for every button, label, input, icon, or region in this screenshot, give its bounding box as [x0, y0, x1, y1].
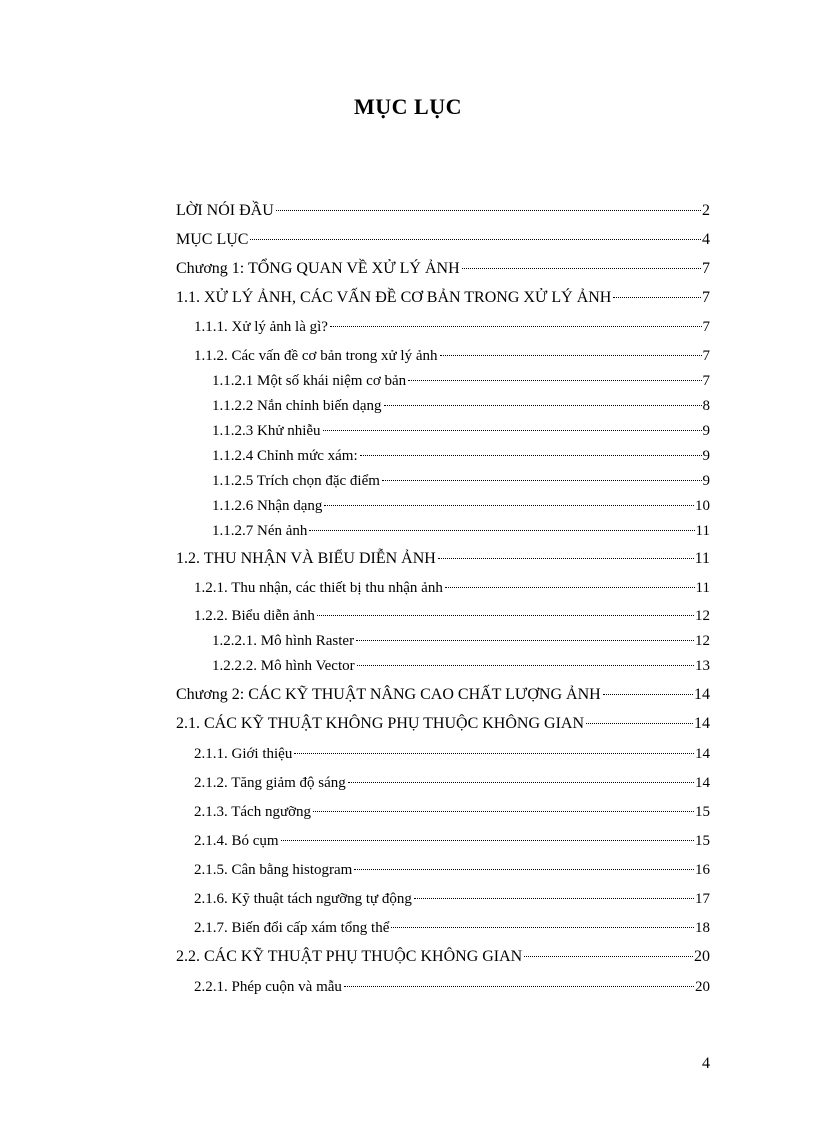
toc-entry[interactable]: [212, 631, 710, 651]
toc-entry[interactable]: [194, 346, 710, 366]
toc-entry[interactable]: [194, 578, 710, 598]
dot-leader: [603, 694, 693, 695]
toc-entry-label: 2.1.6. Kỹ thuật tách ngưỡng tự động: [194, 891, 412, 907]
toc-entry-page: 11: [694, 550, 710, 567]
toc-entry[interactable]: [176, 201, 710, 221]
toc-entry-page: 18: [695, 920, 710, 936]
toc-entry-label: 1.1.2.5 Trích chọn đặc điểm: [212, 473, 380, 489]
toc-entry-page: 12: [695, 608, 710, 624]
toc-entry-label: 1.2.2.1. Mô hình Raster: [212, 633, 355, 649]
toc-entry-label: 2.1.1. Giới thiệu: [194, 746, 293, 762]
toc-entry-label: Chương 1: TỔNG QUAN VỀ XỬ LÝ ẢNH: [176, 260, 460, 277]
toc-entry-page: 7: [702, 348, 710, 364]
toc-entry-page: 7: [702, 260, 710, 277]
dot-leader: [414, 898, 694, 899]
toc-entry[interactable]: [176, 288, 710, 308]
toc-entry-page: 2: [702, 202, 710, 219]
toc-entry-page: 7: [702, 319, 710, 335]
dot-leader: [344, 986, 694, 987]
toc-entry[interactable]: [212, 471, 710, 491]
toc-entry-label: 2.1.3. Tách ngưỡng: [194, 804, 312, 820]
toc-entry[interactable]: [194, 831, 710, 851]
toc-entry-label: 1.1.2.7 Nén ảnh: [212, 523, 308, 539]
dot-leader: [317, 615, 694, 616]
toc-entry-label: 2.2.1. Phép cuộn và mẫu: [194, 979, 342, 995]
toc-entry-label: 1.1.2.4 Chỉnh mức xám:: [212, 448, 358, 464]
dot-leader: [356, 640, 694, 641]
dot-leader: [408, 380, 701, 381]
dot-leader: [445, 587, 695, 588]
toc-entry[interactable]: [212, 371, 710, 391]
dot-leader: [382, 480, 702, 481]
toc-entry-label: 2.1.5. Cân bằng histogram: [194, 862, 353, 878]
toc-entry[interactable]: [194, 317, 710, 337]
toc-entry-label: 2.1.4. Bó cụm: [194, 833, 279, 849]
toc-entry-page: 11: [695, 523, 710, 539]
toc-entry-label: 1.1.2.6 Nhận dạng: [212, 498, 323, 514]
toc-entry[interactable]: [212, 446, 710, 466]
toc-entry-label: 1.1.2.2 Nắn chỉnh biến dạng: [212, 398, 382, 414]
dot-leader: [276, 210, 701, 211]
toc-entry-label: 1.1.1. Xử lý ảnh là gì?: [194, 319, 328, 335]
toc-entry-page: 16: [695, 862, 710, 878]
dot-leader: [440, 355, 702, 356]
dot-leader: [294, 753, 694, 754]
toc-entry[interactable]: [194, 606, 710, 626]
toc-entry-page: 9: [702, 448, 710, 464]
toc-entry-page: 12: [695, 633, 710, 649]
dot-leader: [613, 297, 701, 298]
toc-entry-label: 1.2. THU NHẬN VÀ BIỂU DIỄN ẢNH: [176, 550, 436, 567]
toc-entry-page: 20: [695, 979, 710, 995]
toc-entry-label: 2.1. CÁC KỸ THUẬT KHÔNG PHỤ THUỘC KHÔNG GIAN: [176, 715, 585, 732]
toc-entry[interactable]: [176, 549, 710, 569]
toc-entry-page: 11: [695, 580, 710, 596]
toc-entry[interactable]: [194, 977, 710, 997]
toc-entry-label: 1.2.2.2. Mô hình Vector: [212, 658, 355, 674]
toc-entry-page: 15: [695, 833, 710, 849]
toc-entry-label: Chương 2: CÁC KỸ THUẬT NÂNG CAO CHẤT LƯỢNG ẢNH: [176, 686, 601, 703]
toc-entry-page: 4: [702, 231, 710, 248]
dot-leader: [462, 268, 701, 269]
toc-entry[interactable]: [194, 802, 710, 822]
toc-entry-page: 15: [695, 804, 710, 820]
toc-entry-page: 10: [695, 498, 710, 514]
dot-leader: [384, 405, 702, 406]
toc-entry-label: 1.2.2. Biểu diễn ảnh: [194, 608, 315, 624]
dot-leader: [438, 558, 694, 559]
dot-leader: [323, 430, 702, 431]
toc-entry-page: 14: [695, 775, 710, 791]
toc-entry-page: 17: [695, 891, 710, 907]
dot-leader: [391, 927, 694, 928]
toc-entry-page: 9: [702, 473, 710, 489]
toc-entry[interactable]: [176, 259, 710, 279]
toc-entry-label: MỤC LỤC: [176, 231, 249, 248]
toc-entry[interactable]: [176, 947, 710, 967]
toc-entry-label: 1.1. XỬ LÝ ẢNH, CÁC VẤN ĐỀ CƠ BẢN TRONG XỬ LÝ ẢNH: [176, 289, 612, 306]
dot-leader: [330, 326, 702, 327]
toc-entry[interactable]: [194, 744, 710, 764]
toc-entry-label: 2.1.7. Biến đổi cấp xám tổng thể: [194, 920, 390, 936]
page-number: 4: [702, 1055, 710, 1072]
dot-leader: [309, 530, 694, 531]
toc-entry-label: 1.1.2.1 Một số khái niệm cơ bản: [212, 373, 407, 389]
dot-leader: [586, 723, 693, 724]
toc-entry-label: 1.1.2.3 Khử nhiễu: [212, 423, 321, 439]
toc-entry-label: 1.1.2. Các vấn đề cơ bản trong xử lý ảnh: [194, 348, 438, 364]
toc-entry-page: 14: [694, 715, 710, 732]
toc-entry[interactable]: [212, 496, 710, 516]
toc-entry-label: 1.2.1. Thu nhận, các thiết bị thu nhận ảnh: [194, 580, 443, 596]
toc-entry[interactable]: [194, 860, 710, 880]
toc-entry-page: 7: [702, 373, 710, 389]
dot-leader: [250, 239, 701, 240]
toc-entry-page: 13: [695, 658, 710, 674]
toc-entry-page: 9: [702, 423, 710, 439]
dot-leader: [324, 505, 694, 506]
toc-entry-page: 14: [694, 686, 710, 703]
dot-leader: [348, 782, 694, 783]
toc-entry-label: LỜI NÓI ĐẦU: [176, 202, 274, 219]
dot-leader: [357, 665, 694, 666]
toc-entry-page: 20: [694, 948, 710, 965]
toc-entry[interactable]: [194, 773, 710, 793]
dot-leader: [313, 811, 694, 812]
dot-leader: [281, 840, 694, 841]
toc-entry-page: 14: [695, 746, 710, 762]
toc-entry[interactable]: [176, 685, 710, 705]
dot-leader: [360, 455, 702, 456]
dot-leader: [524, 956, 693, 957]
toc-entry-page: 8: [702, 398, 710, 414]
toc-entry[interactable]: [212, 521, 710, 541]
toc-entry[interactable]: [212, 396, 710, 416]
toc-entry[interactable]: [194, 889, 710, 909]
toc-entry[interactable]: [194, 918, 710, 938]
toc-entry-label: 2.2. CÁC KỸ THUẬT PHỤ THUỘC KHÔNG GIAN: [176, 948, 523, 965]
dot-leader: [354, 869, 694, 870]
toc-entry[interactable]: [176, 714, 710, 734]
toc-entry[interactable]: [176, 230, 710, 250]
toc-entry[interactable]: [212, 656, 710, 676]
toc-entry-page: 7: [702, 289, 710, 306]
page-title: MỤC LỤC: [354, 94, 462, 119]
toc-entry[interactable]: [212, 421, 710, 441]
toc-entry-label: 2.1.2. Tăng giảm độ sáng: [194, 775, 346, 791]
